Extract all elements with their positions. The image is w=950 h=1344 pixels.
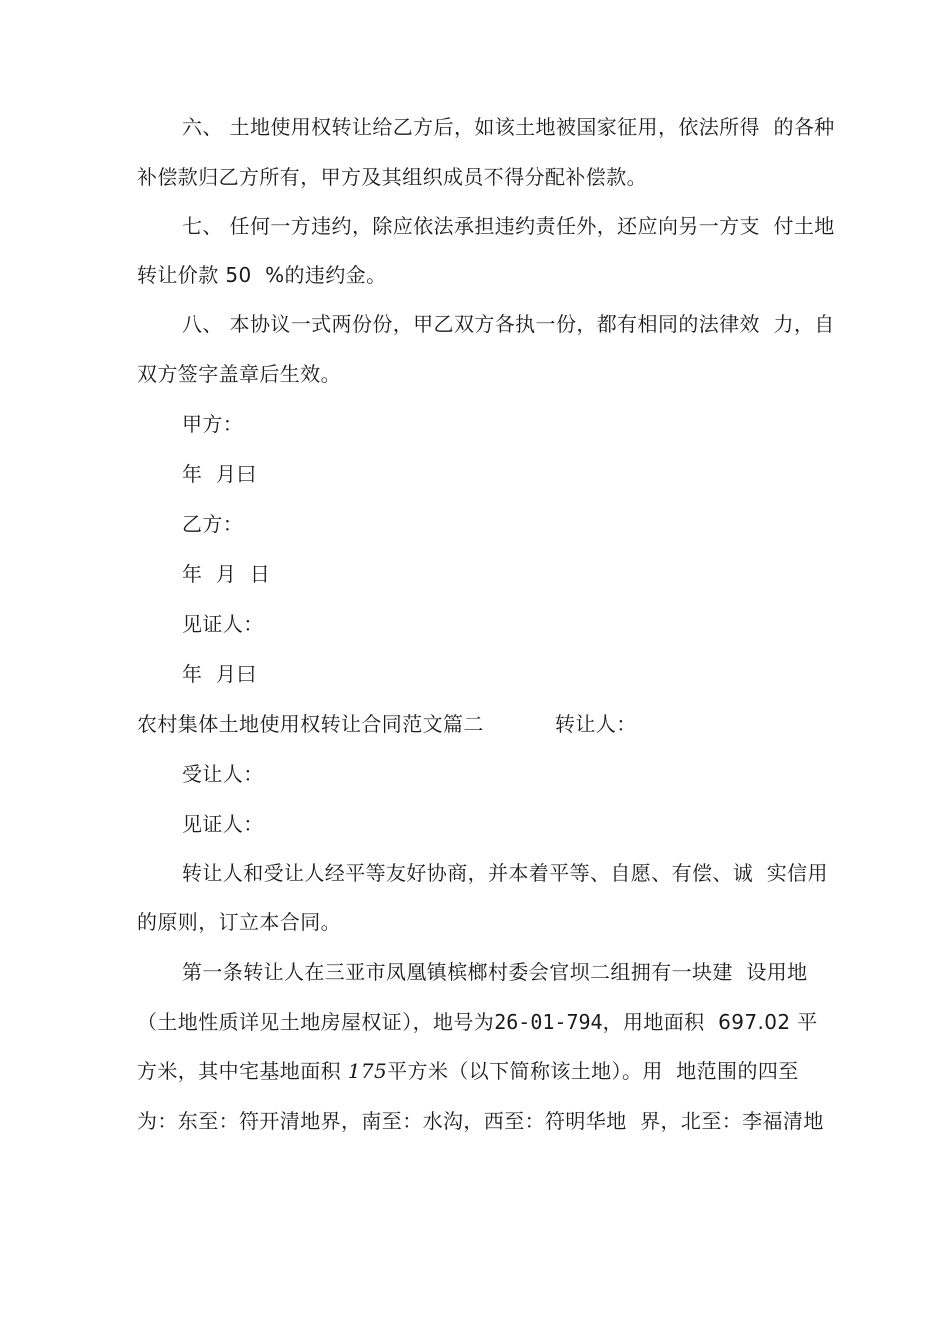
section-2-title: 农村集体土地使用权转让合同范文篇二: [137, 712, 484, 736]
clause-8-line-2: 双方签字盖章后生效。: [137, 362, 341, 386]
article-1-line-3-text-b: 平方米（以下简称该土地）。用 地范围的四至: [387, 1059, 799, 1083]
section-2-witness-label: 见证人：: [182, 812, 264, 836]
article-1-line-2-text-b: ，用地面积 697.02 平: [602, 1010, 818, 1034]
preamble-line-1: 转让人和受让人经平等友好协商，并本着平等、自愿、有偿、诚 实信用: [182, 861, 828, 885]
clause-6-line-2: 补偿款归乙方所有，甲方及其组织成员不得分配补偿款。: [137, 165, 647, 189]
clause-8-line-1: 八、 本协议一式两份份，甲乙双方各执一份，都有相同的法律效 力，自: [182, 312, 835, 336]
party-a-label: 甲方：: [182, 412, 244, 436]
party-b-label: 乙方：: [182, 512, 244, 536]
article-1-line-3-text-a: 方米，其中宅基地面积: [137, 1059, 348, 1083]
article-1-line-4: 为：东至：符开清地界，南至：水沟，西至：符明华地 界，北至：李福清地: [137, 1109, 824, 1133]
clause-6-line-1: 六、 土地使用权转让给乙方后，如该土地被国家征用，依法所得 的各种: [182, 115, 835, 139]
transferee-label: 受让人：: [182, 762, 264, 786]
party-a-date: 年 月曰: [182, 462, 257, 486]
witness-date: 年 月曰: [182, 662, 257, 686]
clause-7-line-2: 转让价款 50 %的违约金。: [137, 263, 387, 287]
land-parcel-number: 26-01-794: [494, 1010, 603, 1034]
article-1-line-2: [137, 1010, 818, 1034]
party-b-date: 年 月 日: [182, 562, 271, 586]
article-1-line-3: [137, 1059, 799, 1083]
homestead-area-number: 175: [347, 1059, 388, 1083]
article-1-line-1: 第一条转让人在三亚市凤凰镇槟榔村委会官坝二组拥有一块建 设用地: [182, 960, 808, 984]
article-1-line-2-text-a: （土地性质详见土地房屋权证），地号为: [137, 1010, 495, 1034]
witness-label: 见证人：: [182, 612, 264, 636]
transferor-label: 转让人：: [555, 712, 637, 736]
preamble-line-2: 的原则，订立本合同。: [137, 910, 341, 934]
clause-7-line-1: 七、 任何一方违约，除应依法承担违约责任外，还应向另一方支 付土地: [182, 214, 835, 238]
